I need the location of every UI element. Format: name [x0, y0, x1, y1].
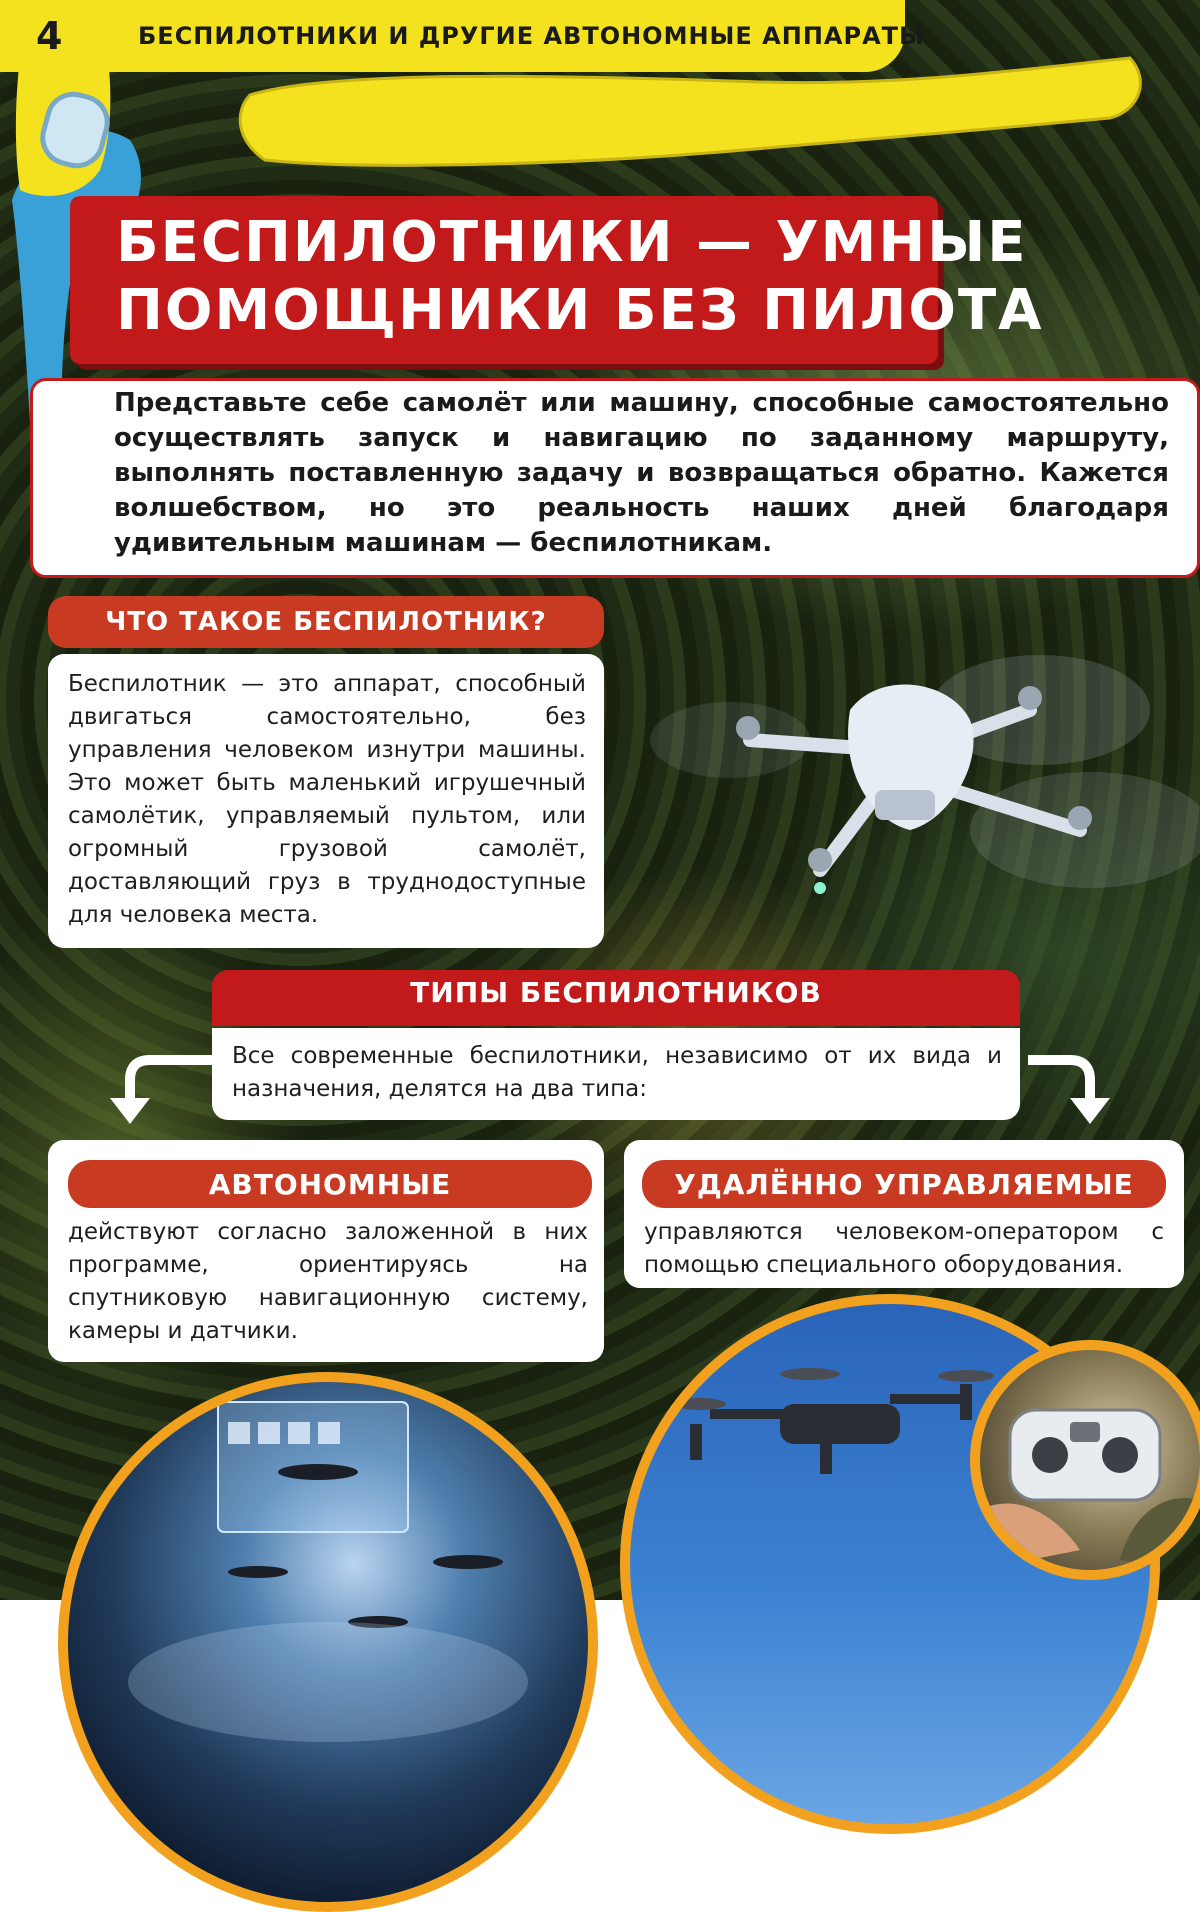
intro-text: Представьте себе самолёт или машину, способные самостоятельно осуществлять запуск и навигацию по заданному маршруту, выполнять поставленную задачу и возвращаться обратно. Кажется волшебством, но это реальность наших дней благодаря удивительным машинам — беспилотникам.	[114, 388, 1169, 558]
what-is-text: Беспилотник — это аппарат, способный двигаться самостоятельно, без управления человеком изнутри машины. Это может быть маленький игрушечный самолётик, управляемый пультом, или огромный грузовой самолёт, доставляющий груз в труднодоступные для человека места.	[68, 671, 586, 928]
autonomous-text: действуют согласно заложенной в них программе, ориентируясь на спутниковую навигационную систему, камеры и датчики.	[68, 1219, 588, 1344]
page-title-line-1: БЕСПИЛОТНИКИ — УМНЫЕ	[116, 210, 1028, 275]
remote-text: управляются человеком-оператором с помощью специального оборудования.	[644, 1219, 1164, 1278]
remote-heading: УДАЛЁННО УПРАВЛЯЕМЫЕ	[642, 1160, 1166, 1208]
what-is-heading: ЧТО ТАКОЕ БЕСПИЛОТНИК?	[48, 596, 604, 648]
series-title: БЕСПИЛОТНИКИ И ДРУГИЕ АВТОНОМНЫЕ АППАРАТЫ	[138, 22, 925, 50]
remote-controller-image	[970, 1340, 1200, 1580]
branch-arrows	[110, 1040, 1130, 1130]
page-number: 4	[36, 14, 63, 58]
autonomous-drones-image	[58, 1372, 598, 1912]
types-intro-text: Все современные беспилотники, независимо от их вида и назначения, делятся на два типа:	[232, 1043, 1002, 1102]
page-title-line-2: ПОМОЩНИКИ БЕЗ ПИЛОТА	[116, 278, 1044, 343]
autonomous-heading: АВТОНОМНЫЕ	[68, 1160, 592, 1208]
remote-controller-icon	[980, 1350, 1200, 1570]
types-heading: ТИПЫ БЕСПИЛОТНИКОВ	[410, 976, 822, 1009]
quadcopter-image	[620, 620, 1200, 920]
hologram-drones-icon	[68, 1382, 588, 1902]
